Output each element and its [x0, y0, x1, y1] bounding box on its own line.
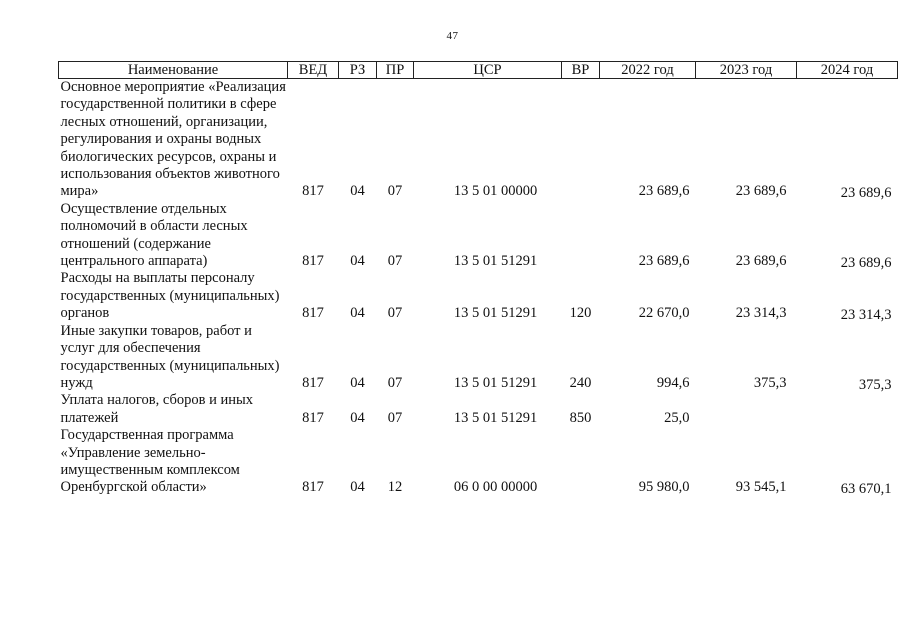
row-pr: 07 — [387, 253, 403, 270]
row-name: Расходы на выплаты персоналу государственных (муниципальных) органов — [60, 270, 280, 322]
header-vr: ВР — [562, 62, 600, 79]
row-ved: 817 — [302, 374, 324, 391]
row-2022: 22 670,0 — [638, 305, 690, 322]
row-2024: 23 689,6 — [840, 255, 892, 272]
row-2023: 23 689,6 — [735, 183, 787, 200]
row-2024: 23 689,6 — [840, 185, 892, 202]
page-number: 47 — [446, 30, 459, 42]
row-ved: 817 — [302, 479, 324, 496]
row-pr: 07 — [387, 374, 403, 391]
row-pr: 07 — [387, 183, 403, 200]
row-ved: 817 — [302, 183, 324, 200]
header-name: Наименование — [59, 62, 288, 79]
row-rz: 04 — [350, 305, 365, 322]
row-2023: 93 545,1 — [735, 479, 787, 496]
row-pr: 07 — [387, 409, 403, 426]
row-csr: 13 5 01 51291 — [453, 253, 538, 270]
row-vr: 120 — [569, 305, 592, 322]
row-vr — [562, 427, 600, 497]
row-rz: 04 — [350, 409, 365, 426]
header-csr: ЦСР — [414, 62, 562, 79]
row-vr — [562, 79, 600, 201]
row-2023: 375,3 — [753, 374, 787, 391]
row-name: Основное мероприятие «Реализация государственной политики в сфере лесных отношений, организации, регулирования и охраны водных биологических ресурсов, охраны и использования объектов животного мира» — [60, 79, 286, 200]
row-name: Осуществление отдельных полномочий в области лесных отношений (содержание центрального аппарата) — [60, 200, 248, 270]
table-row — [59, 427, 898, 497]
row-csr: 13 5 01 51291 — [453, 409, 538, 426]
row-rz: 04 — [350, 183, 365, 200]
row-rz: 04 — [350, 374, 365, 391]
header-ved: ВЕД — [288, 62, 339, 79]
row-ved: 817 — [302, 305, 324, 322]
header-2024: 2024 год — [797, 62, 898, 79]
row-name: Иные закупки товаров, работ и услуг для обеспечения государственных (муниципальных) нужд — [60, 322, 280, 391]
row-csr: 13 5 01 00000 — [453, 183, 538, 200]
row-2022: 95 980,0 — [638, 479, 690, 496]
row-2023 — [696, 392, 797, 427]
row-2023: 23 689,6 — [735, 253, 787, 270]
row-ved: 817 — [302, 409, 324, 426]
row-name: Государственная программа «Управление земельно-имущественным комплексом Оренбургской области» — [60, 427, 240, 496]
row-csr: 13 5 01 51291 — [453, 374, 538, 391]
header-2022: 2022 год — [600, 62, 696, 79]
row-name: Уплата налогов, сборов и иных платежей — [60, 392, 253, 426]
row-2022: 25,0 — [664, 409, 690, 426]
row-2022: 23 689,6 — [638, 253, 690, 270]
header-rz: РЗ — [339, 62, 377, 79]
row-2024: 63 670,1 — [840, 481, 892, 498]
row-vr: 240 — [569, 374, 592, 391]
row-vr — [562, 201, 600, 271]
row-2023: 23 314,3 — [735, 305, 787, 322]
row-2022: 994,6 — [656, 374, 690, 391]
row-ved: 817 — [302, 253, 324, 270]
row-pr: 12 — [387, 479, 403, 496]
row-2024 — [797, 394, 898, 429]
header-pr: ПР — [377, 62, 414, 79]
row-2024: 23 314,3 — [840, 307, 892, 324]
row-rz: 04 — [350, 479, 365, 496]
table-row — [59, 323, 898, 393]
row-2024: 375,3 — [858, 376, 892, 393]
row-2022: 23 689,6 — [638, 183, 690, 200]
table-row — [59, 270, 898, 322]
table-row — [59, 201, 898, 271]
table-header-row — [59, 62, 898, 79]
row-pr: 07 — [387, 305, 403, 322]
row-vr: 850 — [569, 409, 592, 426]
row-csr: 06 0 00 00000 — [453, 479, 538, 496]
budget-table — [58, 61, 898, 497]
header-2023: 2023 год — [696, 62, 797, 79]
row-rz: 04 — [350, 253, 365, 270]
row-csr: 13 5 01 51291 — [453, 305, 538, 322]
table-row — [59, 79, 898, 201]
table-row — [59, 392, 898, 427]
